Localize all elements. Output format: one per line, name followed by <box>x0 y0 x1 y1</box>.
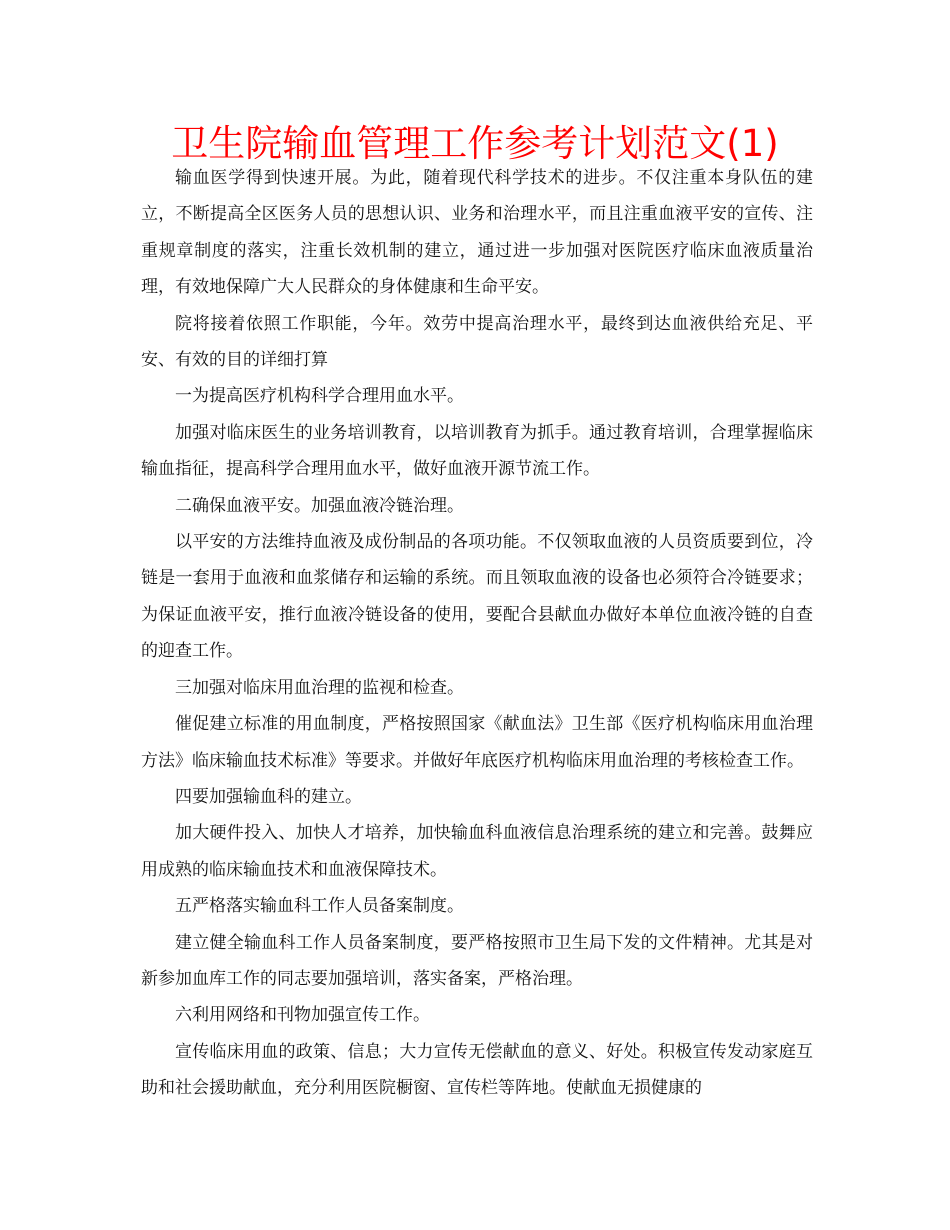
section-body-5: 建立健全输血科工作人员备案制度，要严格按照市卫生局下发的文件精神。尤其是对新参加血库工作的同志要加强培训，落实备案，严格治理。 <box>141 932 813 989</box>
document-body <box>141 160 813 1107</box>
section-heading-6: 六利用网络和刊物加强宣传工作。 <box>175 1005 430 1026</box>
paragraph-intro: 输血医学得到快速开展。为此，随着现代科学技术的进步。不仅注重本身队伍的建立，不断提高全区医务人员的思想认识、业务和治理水平，而且注重血液平安的宣传、注重规章制度的落实，注重长效机制的建立，通过进一步加强对医院医疗临床血液质量治理，有效地保障广大人民群众的身体健康和生命平安。 <box>141 168 813 298</box>
section-heading-5: 五严格落实输血科工作人员备案制度。 <box>175 896 464 917</box>
section-heading-3: 三加强对临床用血治理的监视和检查。 <box>175 677 464 698</box>
section-heading-2: 二确保血液平安。加强血液冷链治理。 <box>175 495 464 516</box>
section-body-6: 宣传临床用血的政策、信息；大力宣传无偿献血的意义、好处。积极宣传发动家庭互助和社会援助献血，充分利用医院橱窗、宣传栏等阵地。使献血无损健康的 <box>141 1041 813 1099</box>
section-body-2: 以平安的方法维持血液及成份制品的各项功能。不仅领取血液的人员资质要到位，冷链是一套用于血液和血浆储存和运输的系统。而且领取血液的设备也必须符合冷链要求；为保证血液平安，推行血液冷链设备的使用，要配合县献血办做好本单位血液冷链的自查的迎查工作。 <box>141 532 813 662</box>
section-body-1: 加强对临床医生的业务培训教育，以培训教育为抓手。通过教育培训，合理掌握临床输血指征，提高科学合理用血水平，做好血液开源节流工作。 <box>141 422 813 480</box>
document-title: 卫生院输血管理工作参考计划范文(1) <box>171 122 779 165</box>
paragraph-plan: 院将接着依照工作职能，今年。效劳中提高治理水平，最终到达血液供给充足、平安、有效的目的详细打算 <box>141 313 813 371</box>
section-heading-1: 一为提高医疗机构科学合理用血水平。 <box>175 386 464 407</box>
section-body-3: 催促建立标准的用血制度，严格按照国家《献血法》卫生部《医疗机构临床用血治理方法》临床输血技术标准》等要求。并做好年底医疗机构临床用血治理的考核检查工作。 <box>141 714 813 771</box>
section-body-4: 加大硬件投入、加快人才培养，加快输血科血液信息治理系统的建立和完善。鼓舞应用成熟的临床输血技术和血液保障技术。 <box>141 823 813 880</box>
section-heading-4: 四要加强输血科的建立。 <box>175 786 362 807</box>
